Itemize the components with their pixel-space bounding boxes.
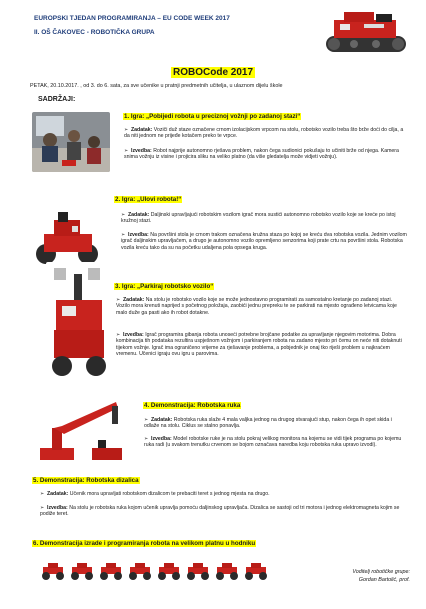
small-robot-icon xyxy=(156,561,182,581)
robotic-arm-image xyxy=(32,392,132,468)
section-2-izvedba: ➢ Izvedba: Na površini stola je crnom trakom označena kružna staza po kojoj se kreću dva robotska vozila. Jednim vozilom igrač daljinskim upravljačem, a drugo je autonomno vozilo opremljeno senzorima koji prate crtu na površini stola. Robotska vozila kreću tako da su na početku udaljena pola opsega kruga. xyxy=(121,232,407,251)
page-title: ROBOCode 2017 xyxy=(173,67,254,78)
section-4-izvedba: ➢ Izvedba: Model robotske ruke je na stolu pokraj velikog monitora na kojemu se vidi tijek programa po kojemu ruka radi (u svakom trenutku crvenom se bojom označava naredba koju robotska ruka upravo izvodi). xyxy=(144,436,402,449)
tracked-robot-image xyxy=(320,6,412,58)
signature-name: Gordan Bartolić, prof. xyxy=(358,577,410,583)
school-group: II. OŠ ČAKOVEC - ROBOTIČKA GRUPA xyxy=(34,29,155,36)
arrow-bullet-icon: ➢ xyxy=(144,436,149,442)
section-5-zadatak: ➢ Zadatak: Učenik mora upravljati robotskom dizalicom te prebaciti teret s jednog mjesta na drugo. xyxy=(40,491,270,497)
arrow-bullet-icon: ➢ xyxy=(124,127,129,133)
section-2-heading: 2. Igra: „Ulovi robota!“ xyxy=(115,196,182,203)
arrow-bullet-icon: ➢ xyxy=(144,417,149,423)
parking-robot-image xyxy=(46,262,112,380)
small-robot-icon xyxy=(40,561,66,581)
small-robot-icon xyxy=(127,561,153,581)
section-5-izvedba: ➢ Izvedba: Na stolu je robotska ruka kojom učenik upravlja pomoću daljinskog upravljača. Dizalica se sastoji od tri motora i jednog elektromagneta kojim se podiže teret. xyxy=(40,505,400,518)
section-4-zadatak: ➢ Zadatak: Robotska ruka slaže 4 mala valjka jednog na drugog stvarajući stup, nakon čega ih opet skida i odlaže na stolu. Ciklus se stalno ponavlja. xyxy=(144,417,392,430)
section-3-heading: 3. Igra: „Parkiraj robotsko vozilo“ xyxy=(115,283,214,290)
event-title: EUROPSKI TJEDAN PROGRAMIRANJA – EU CODE WEEK 2017 xyxy=(34,15,230,22)
section-5-heading: 5. Demonstracija: Robotska dizalica xyxy=(33,477,139,484)
section-1-izvedba: ➢ Izvedba: Robot najprije autonomno rješava problem, nakon čega sudionici pokušaju to učiniti brže od njega. Kamera snima vožnju iz visine i projicira sliku na veliko platno (da više gledatelja može vidjeti vožnju). xyxy=(124,148,399,161)
arrow-bullet-icon: ➢ xyxy=(124,148,129,154)
arrow-bullet-icon: ➢ xyxy=(121,212,126,218)
section-6-heading: 6. Demonstracija izrade i programiranja robota na velikom platnu u hodniku xyxy=(33,540,256,547)
arrow-bullet-icon: ➢ xyxy=(121,232,126,238)
small-robot-icon xyxy=(214,561,240,581)
section-3-izvedba: ➢ Izvedba: Igrač programira gibanja robota unoseći potrebne brojčane podatke za upravljanje njegovim motorima. Dobra kombinacija tih podataka rezultira uspješnom vožnjom i parkiranjem robota na zadano mjesto pri čemu on neće niti dotaknuti tijekom vožnje. Igrač ima ograničeno vrijeme za rješavanje problema, a pobjednik je onaj tko riješi problem u najkraćem vremenu. Učenici igraju ovu igru u parovima. xyxy=(116,332,402,358)
event-subtitle: PETAK, 20.10.2017. , od 3. do 6. sata, za sve učenike u pratnji predmetnih učitelja, u ulaznom dijelu škole xyxy=(30,83,283,89)
section-4-heading: 4. Demonstracija: Robotska ruka xyxy=(144,402,241,409)
signature-role: Voditelj robotičke grupe: xyxy=(352,569,410,575)
robot-icon-strip xyxy=(40,560,280,582)
students-photo xyxy=(32,112,110,172)
arrow-bullet-icon: ➢ xyxy=(40,505,45,511)
arrow-bullet-icon: ➢ xyxy=(40,491,45,497)
section-1-zadatak: ➢ Zadatak: Voziči duž staze označene crnom izolacijskom vrpcom na stolu, robotsko vozilo treba što brže doći do cilja, a da niti jednom ne prijeđe kotačem preko te vrpce. xyxy=(124,127,404,140)
arrow-bullet-icon: ➢ xyxy=(116,332,121,338)
small-robot-icon xyxy=(185,561,211,581)
arrow-bullet-icon: ➢ xyxy=(116,297,121,303)
small-robot-icon xyxy=(98,561,124,581)
section-2-zadatak: ➢ Zadatak: Daljinski upravljajući robotskim vozilom igrač mora sustići autonomno robotsko vozilo koje se kreće po istoj kružnoj stazi. xyxy=(121,212,396,225)
small-robot-icon xyxy=(69,561,95,581)
section-3-zadatak: ➢ Zadatak: Na stolu je robotsko vozilo koje se može jednostavno programirati za samostalno kretanje po zadanoj stazi. Vozilo mora krenuti naprijed s početnog položaja, zaobići jednu prepreku te se parkirati na mjesto ograđeno letvicama koje malo duže ga pasti ako ih robot dotakne. xyxy=(116,297,397,316)
small-robot-icon xyxy=(243,561,269,581)
contents-label: SADRŽAJI: xyxy=(38,96,76,103)
section-1-heading: 1. Igra: „Pobijedi robota u preciznoj vožnji po zadanoj stazi“ xyxy=(124,113,301,120)
